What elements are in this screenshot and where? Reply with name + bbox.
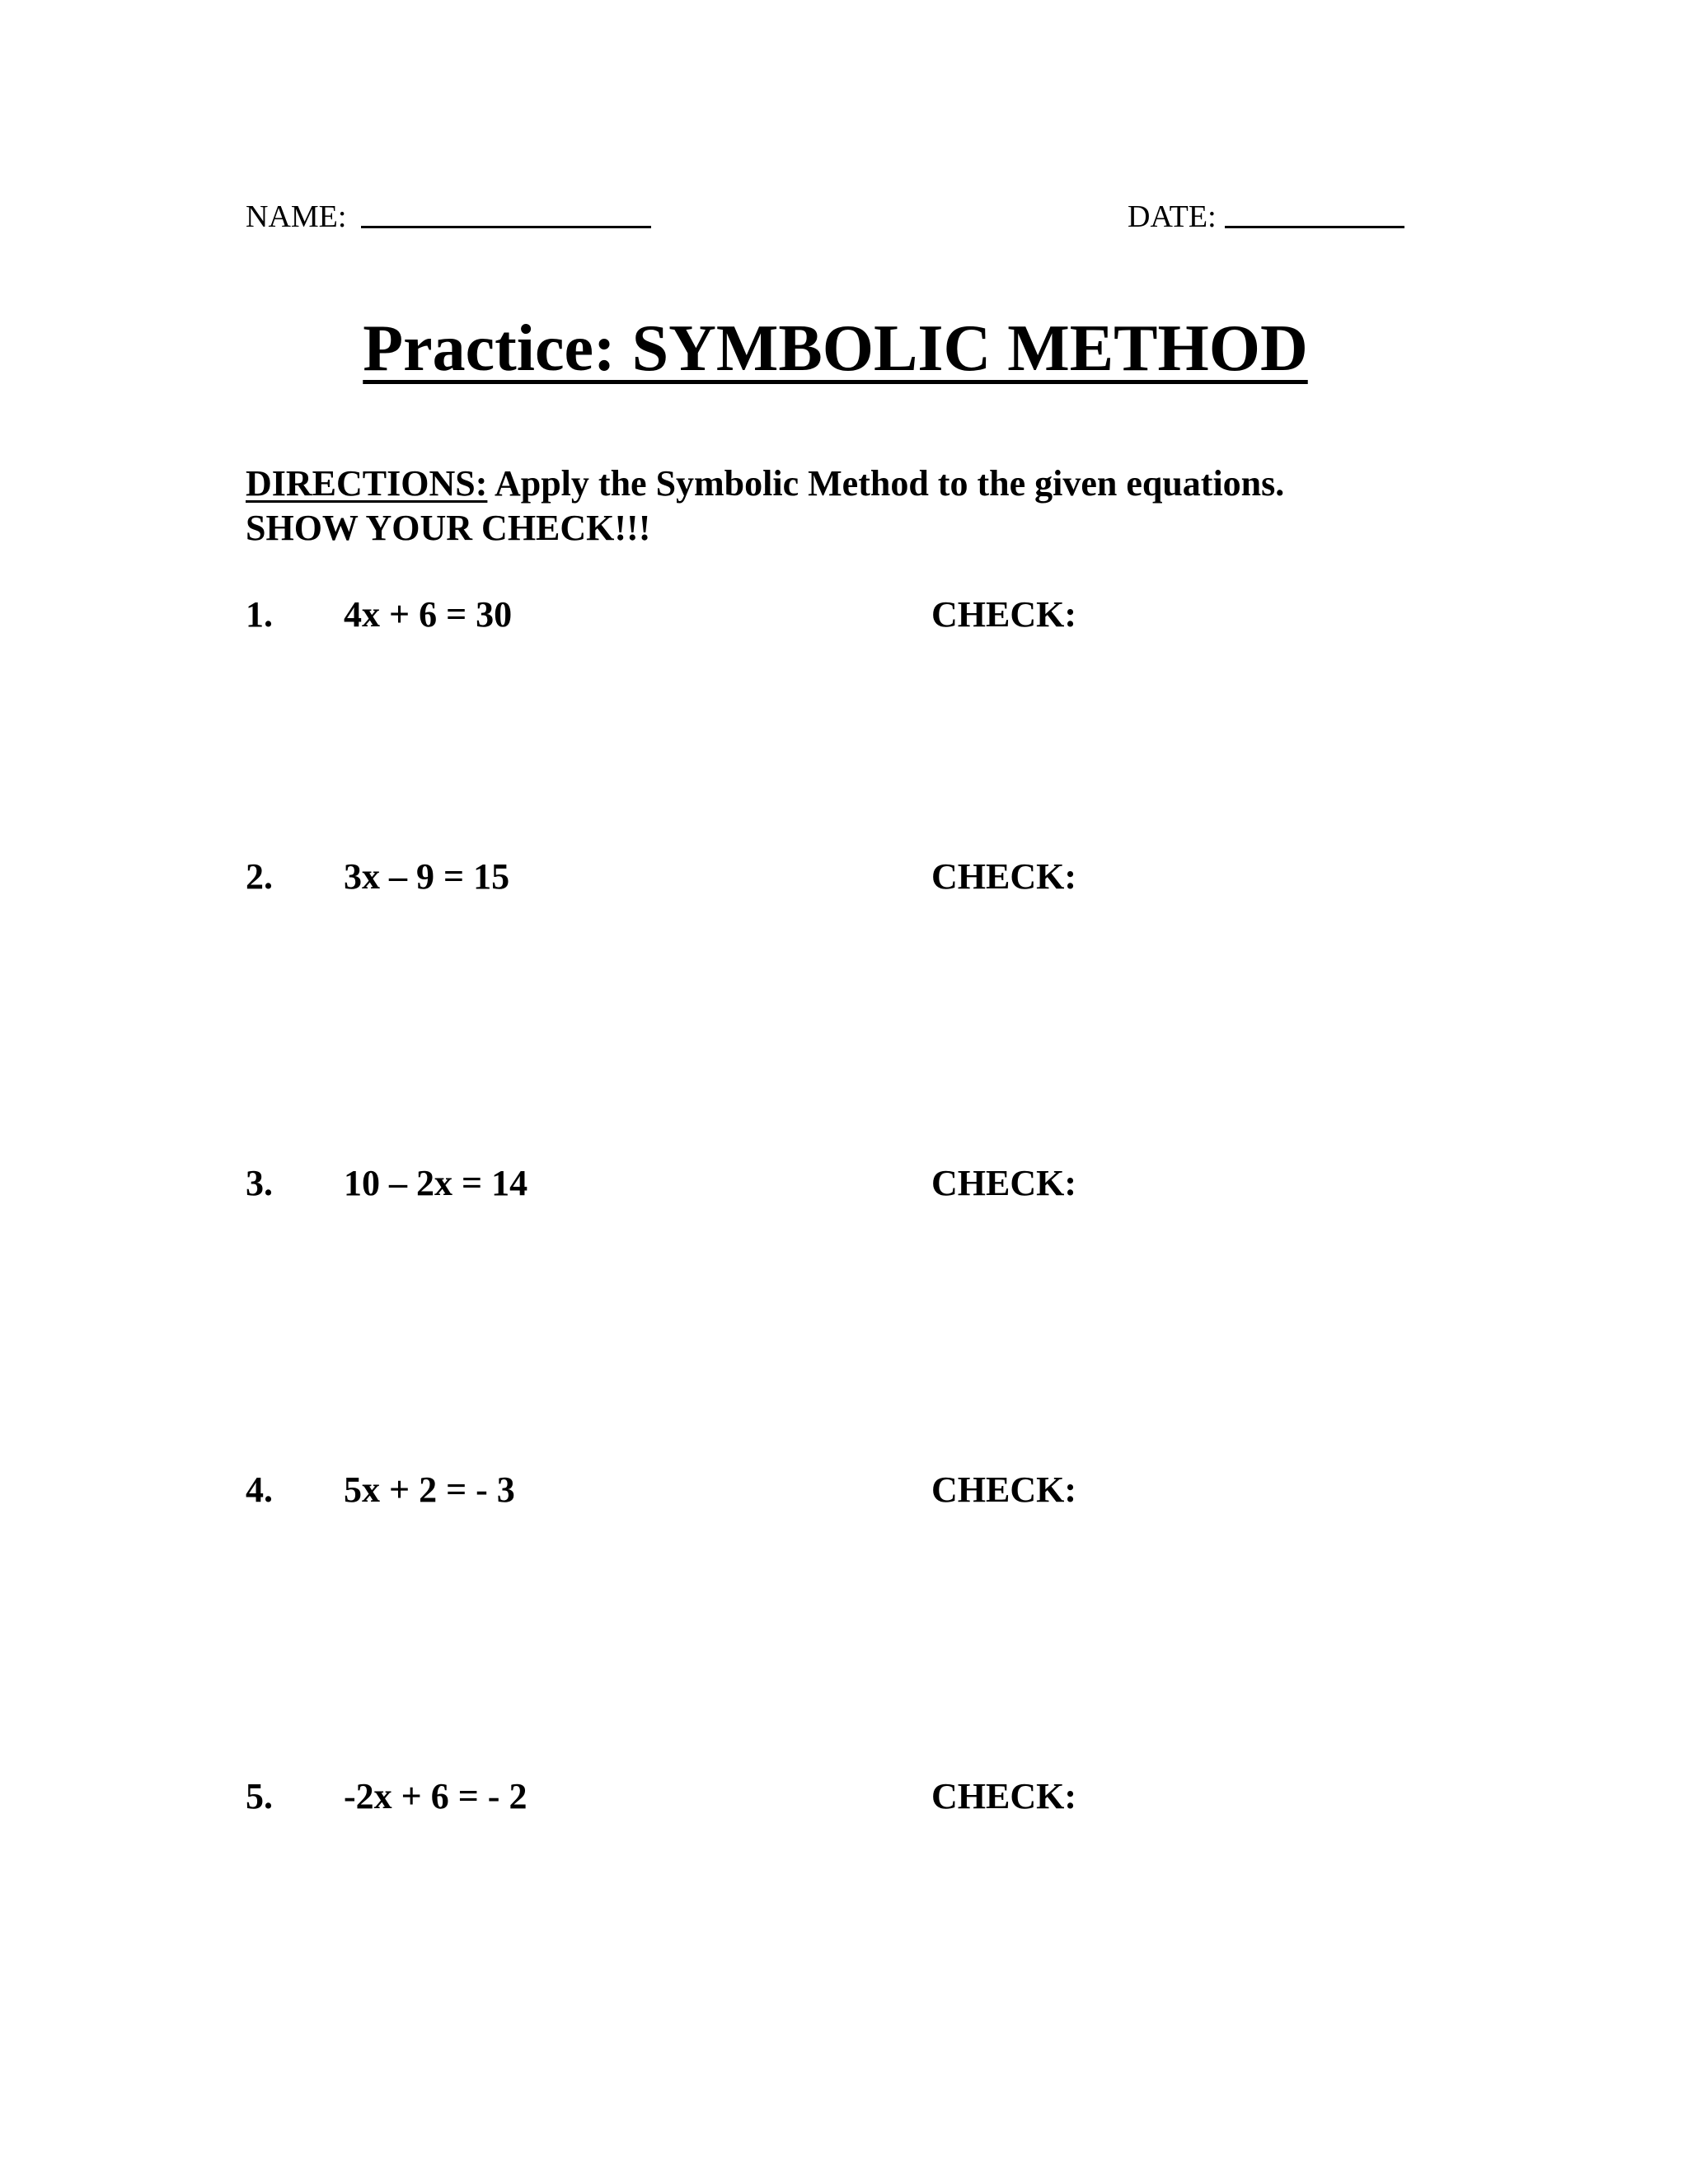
problem-row	[0, 1772, 1688, 1821]
check-label: CHECK:	[931, 856, 1076, 897]
problem-equation: 10 – 2x = 14	[344, 1163, 528, 1203]
problem-equation: 5x + 2 = - 3	[344, 1469, 515, 1510]
problem-row	[0, 852, 1688, 902]
problem-number: 5.	[246, 1776, 273, 1816]
problem-number: 1.	[246, 594, 273, 635]
check-label: CHECK:	[931, 1469, 1076, 1510]
name-blank-line[interactable]	[361, 224, 651, 228]
directions-line	[246, 462, 1284, 506]
date-blank-line[interactable]	[1225, 224, 1404, 228]
directions-emphasis: SHOW YOUR CHECK!!!	[246, 508, 651, 548]
check-label: CHECK:	[931, 594, 1076, 635]
check-label: CHECK:	[931, 1776, 1076, 1816]
date-label: DATE:	[1128, 199, 1217, 234]
name-label: NAME:	[246, 199, 347, 234]
problem-equation: 4x + 6 = 30	[344, 594, 513, 635]
problem-number: 3.	[246, 1163, 273, 1203]
problem-row	[0, 1159, 1688, 1208]
directions-label: DIRECTIONS:	[246, 463, 488, 504]
problem-equation: 3x – 9 = 15	[344, 856, 510, 897]
page-title: Practice: SYMBOLIC METHOD	[363, 312, 1308, 385]
problem-row	[0, 1465, 1688, 1515]
check-label: CHECK:	[931, 1163, 1076, 1203]
directions-block	[246, 462, 1284, 551]
directions-text: Apply the Symbolic Method to the given equations.	[494, 463, 1285, 504]
problem-row	[0, 590, 1688, 640]
problem-number: 4.	[246, 1469, 273, 1510]
date-field	[1128, 196, 1404, 237]
name-field	[246, 196, 651, 237]
problem-number: 2.	[246, 856, 273, 897]
problem-equation: -2x + 6 = - 2	[344, 1776, 528, 1816]
